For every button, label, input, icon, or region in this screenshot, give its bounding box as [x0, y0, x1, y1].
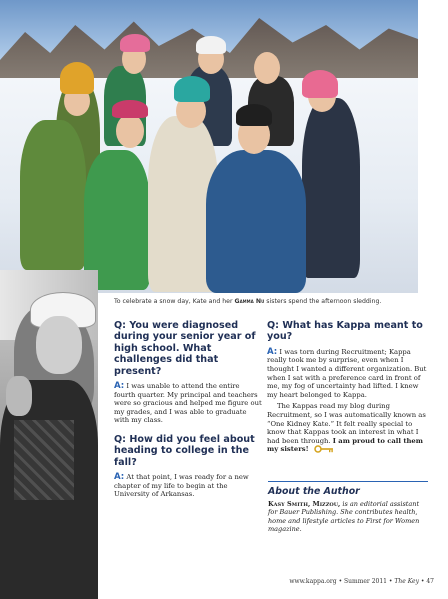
photo-hat — [302, 70, 338, 98]
about-author-heading: About the Author — [268, 486, 360, 497]
answer-2-text: At that point, I was ready for a new chapter of my life to begin at the University of Arkansas. — [114, 473, 249, 499]
photo-hat — [196, 36, 226, 54]
footer-site: www.kappa.org — [289, 578, 337, 585]
answer-1-text: I was unable to attend the entire fourth quarter. My principal and teachers were so gracious and helped me figure out my grades, and I was able to graduate with my class. — [114, 382, 262, 425]
answer-3-paragraph-1 — [267, 348, 427, 400]
question-1: Q: You were diagnosed during your senior year of high school. What challenges did that present? — [114, 320, 256, 377]
photo-person — [302, 98, 360, 278]
answer-3-mark: A: — [267, 346, 278, 357]
qa-column-left — [114, 320, 262, 508]
footer-sep-1: • — [338, 578, 343, 585]
page-number: 47 — [426, 578, 434, 585]
footer-issue: Summer 2011 — [344, 578, 387, 585]
author-name: Kasy Smith, Mizzou, — [268, 500, 341, 508]
photo-caption — [114, 298, 434, 306]
about-divider — [268, 481, 428, 482]
footer-sep-3: • — [420, 578, 425, 585]
footer-magazine: The Key — [394, 578, 419, 585]
portrait-hand — [6, 376, 32, 416]
caption-tail: sisters spend the afternoon sledding. — [266, 298, 382, 305]
photo-person — [20, 120, 86, 270]
answer-3 — [267, 348, 427, 454]
about-author-text — [268, 500, 428, 533]
answer-3-paragraph-2 — [267, 402, 427, 454]
photo-person — [84, 150, 150, 290]
photo-face — [254, 52, 280, 84]
qa-column-right — [267, 320, 427, 463]
photo-face — [116, 114, 144, 148]
photo-hat — [60, 62, 94, 94]
group-photo-sledding — [0, 0, 418, 293]
caption-lead: To celebrate a snow day, Kate and her — [114, 298, 233, 305]
photo-person — [206, 150, 306, 293]
footer-sep-2: • — [388, 578, 393, 585]
portrait-shirt-print — [14, 420, 74, 500]
photo-hat — [174, 76, 210, 102]
answer-2 — [114, 473, 262, 499]
page-footer — [289, 578, 434, 585]
photo-hat — [120, 34, 150, 52]
portrait-face — [36, 316, 82, 374]
key-icon — [314, 445, 334, 453]
question-2: Q: How did you feel about heading to college in the fall? — [114, 434, 255, 468]
caption-org: Gamma Nu — [234, 298, 265, 305]
answer-3-text: I was torn during Recruitment; Kappa really took me by surprise, even when I thought I wanted a different organization. But when I sat with a preference card in front of me, my fog of uncertainty had lifted. I knew my heart belonged to Kappa. — [267, 347, 427, 399]
photo-hat — [112, 100, 148, 118]
photo-hat — [236, 104, 272, 126]
question-3: Q: What has Kappa meant to you? — [267, 320, 423, 343]
answer-1 — [114, 382, 262, 425]
answer-3-bold-closing: I am proud to call them my sisters! — [267, 436, 423, 454]
answer-2-mark: A: — [114, 472, 125, 483]
answer-1-mark: A: — [114, 381, 125, 392]
kate-portrait-photo — [0, 270, 98, 599]
answer-3-text-2: The Kappas read my blog during Recruitment, so I was automatically known as “One Kidney Kate.” It felt really special to know that Kappas took an interest in what I had been through. — [267, 402, 426, 445]
author-bio: is an editorial assistant for Bauer Publishing. She contributes health, home and lifestyle articles to First for Women magazine. — [268, 500, 420, 533]
